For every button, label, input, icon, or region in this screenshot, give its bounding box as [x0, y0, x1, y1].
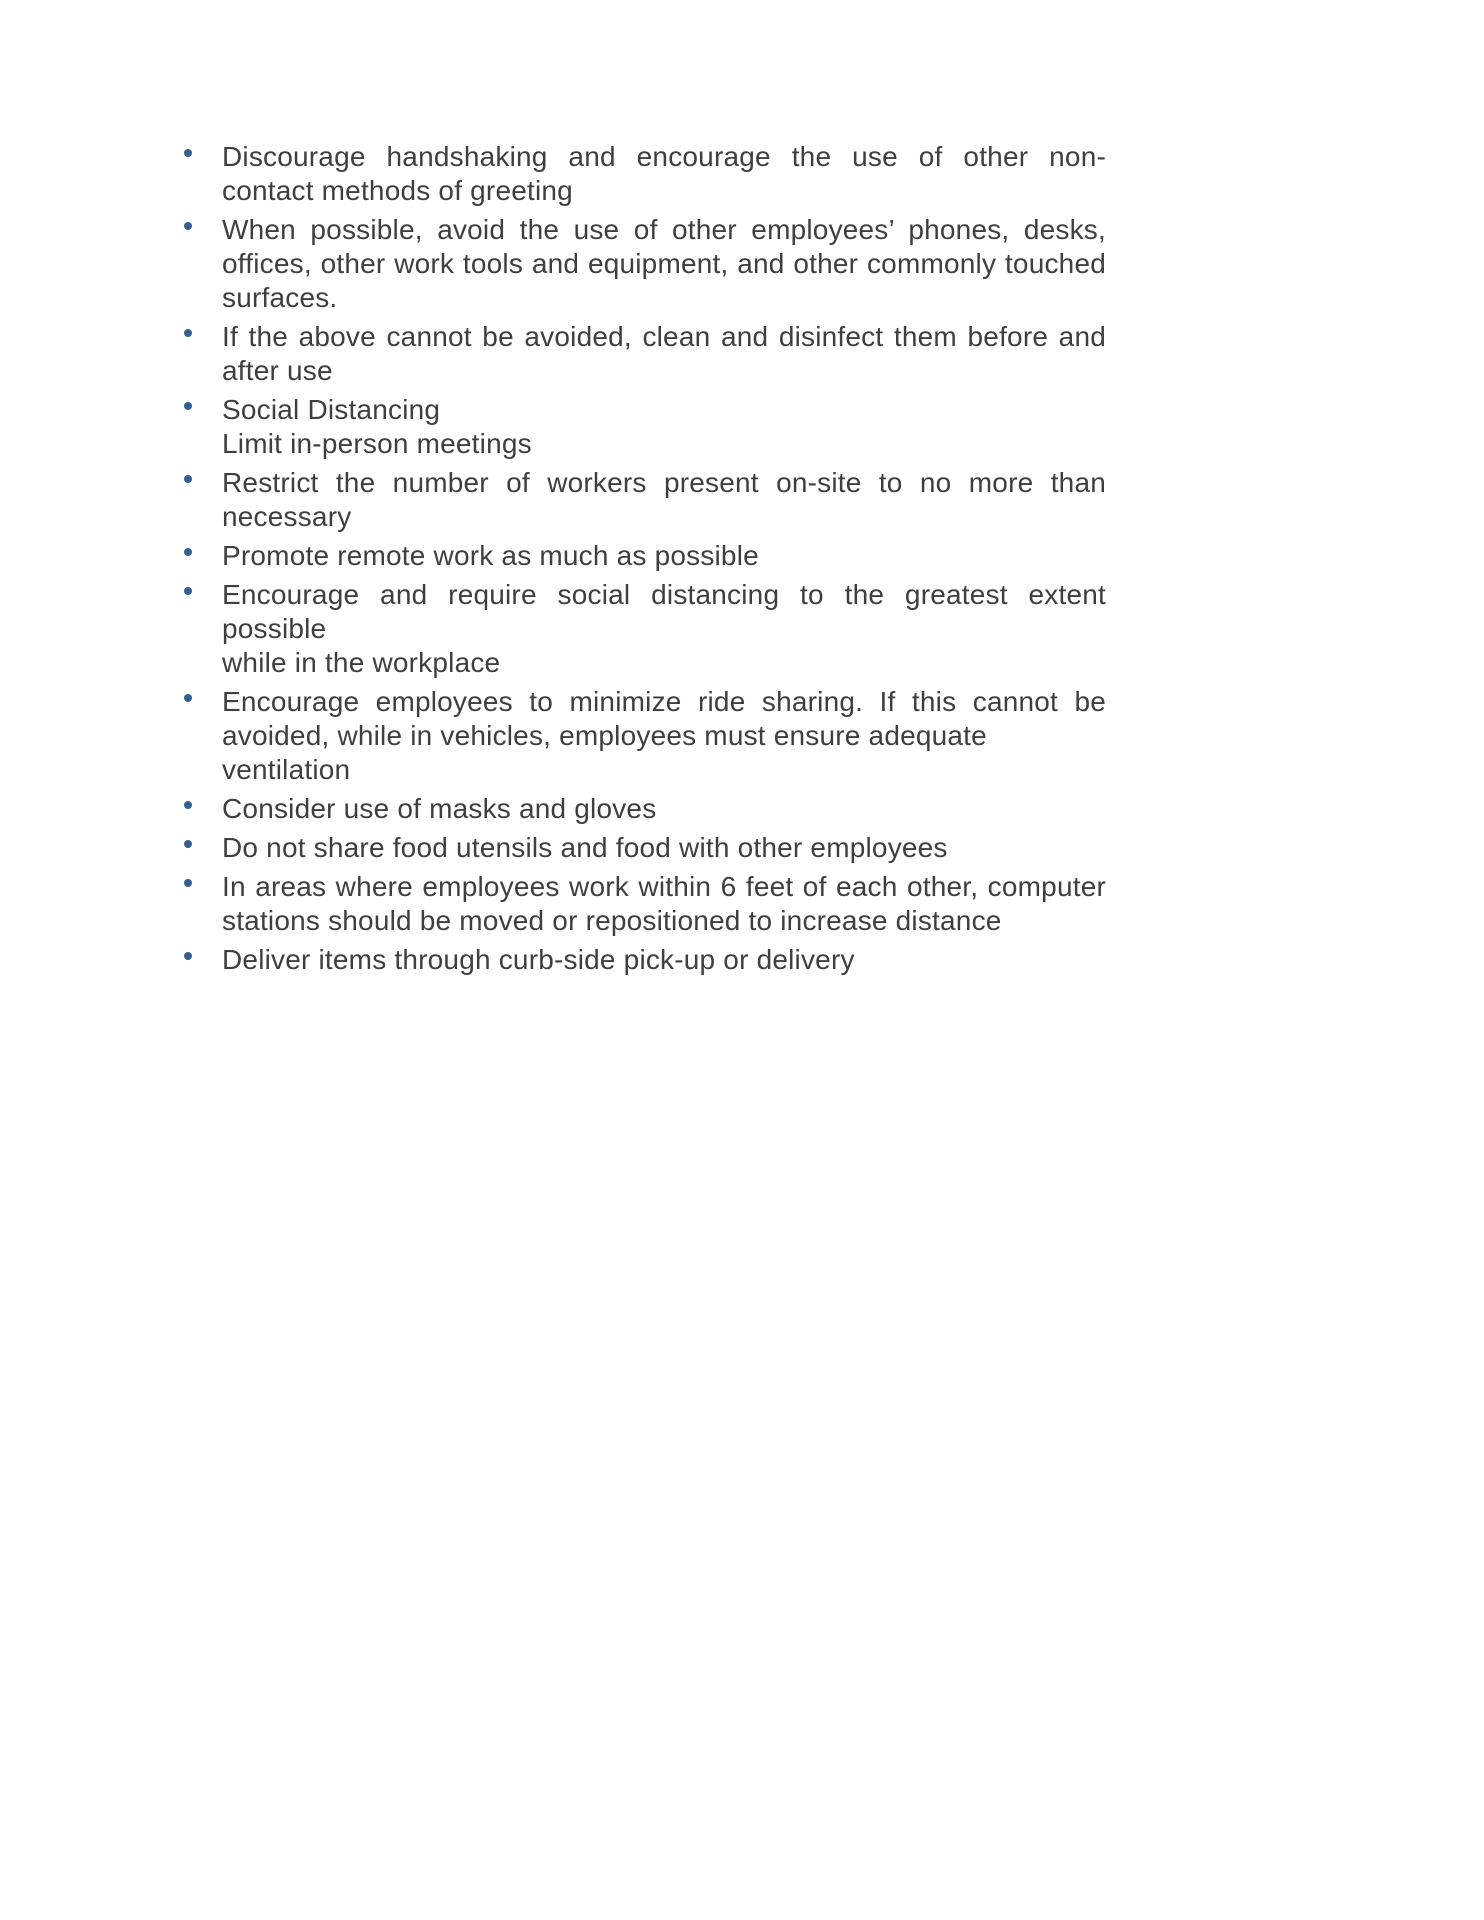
list-item-line: Social Distancing — [222, 394, 441, 425]
list-item — [222, 578, 1106, 680]
list-item-line: If the above cannot be avoided, clean and disinfect them before and — [222, 321, 1106, 352]
bullet-icon — [184, 548, 192, 556]
list-item-line: Limit in-person meetings — [222, 428, 532, 459]
list-item-line: Do not share food utensils and food with other employees — [222, 832, 948, 863]
list-item-line: Encourage employees to minimize ride sharing. If this cannot be — [222, 686, 1106, 717]
list-item — [222, 870, 1106, 938]
list-item-line: Promote remote work as much as possible — [222, 540, 759, 571]
bullet-icon — [184, 475, 192, 483]
list-item-line: Discourage handshaking and encourage the use of other non- — [222, 141, 1106, 172]
list-item-line: necessary — [222, 501, 352, 532]
list-item-line: Encourage and require social distancing to the greatest extent possible — [222, 579, 1106, 644]
bullet-icon — [184, 694, 192, 702]
bullet-icon — [184, 587, 192, 595]
list-item-line: surfaces. — [222, 282, 338, 313]
list-item-line: stations should be moved or repositioned to increase distance — [222, 905, 1002, 936]
list-item — [222, 320, 1106, 388]
list-item-line: When possible, avoid the use of other employees’ phones, desks, — [222, 214, 1106, 245]
list-item-line: avoided, while in vehicles, employees must ensure adequate ventilation — [222, 720, 987, 785]
list-item-line: while in the workplace — [222, 647, 501, 678]
list-item — [222, 140, 1106, 208]
list-item-line: offices, other work tools and equipment, and other commonly touched — [222, 248, 1106, 279]
list-item — [222, 466, 1106, 534]
list-item — [222, 792, 1106, 826]
bullet-icon — [184, 329, 192, 337]
bullet-icon — [184, 840, 192, 848]
list-item — [222, 393, 1106, 461]
list-item — [222, 685, 1106, 787]
bullet-list — [222, 140, 1106, 977]
list-item-line: Restrict the number of workers present on-site to no more than — [222, 467, 1106, 498]
list-item — [222, 943, 1106, 977]
list-item-line: Deliver items through curb-side pick-up or delivery — [222, 944, 855, 975]
bullet-icon — [184, 222, 192, 230]
list-item-line: In areas where employees work within 6 feet of each other, computer — [222, 871, 1106, 902]
list-item — [222, 831, 1106, 865]
bullet-icon — [184, 801, 192, 809]
bullet-icon — [184, 952, 192, 960]
bullet-icon — [184, 879, 192, 887]
list-item-line: contact methods of greeting — [222, 175, 573, 206]
list-item — [222, 213, 1106, 315]
list-item-line: after use — [222, 355, 333, 386]
list-item — [222, 539, 1106, 573]
bullet-icon — [184, 149, 192, 157]
list-item-line: Consider use of masks and gloves — [222, 793, 657, 824]
bullet-icon — [184, 402, 192, 410]
